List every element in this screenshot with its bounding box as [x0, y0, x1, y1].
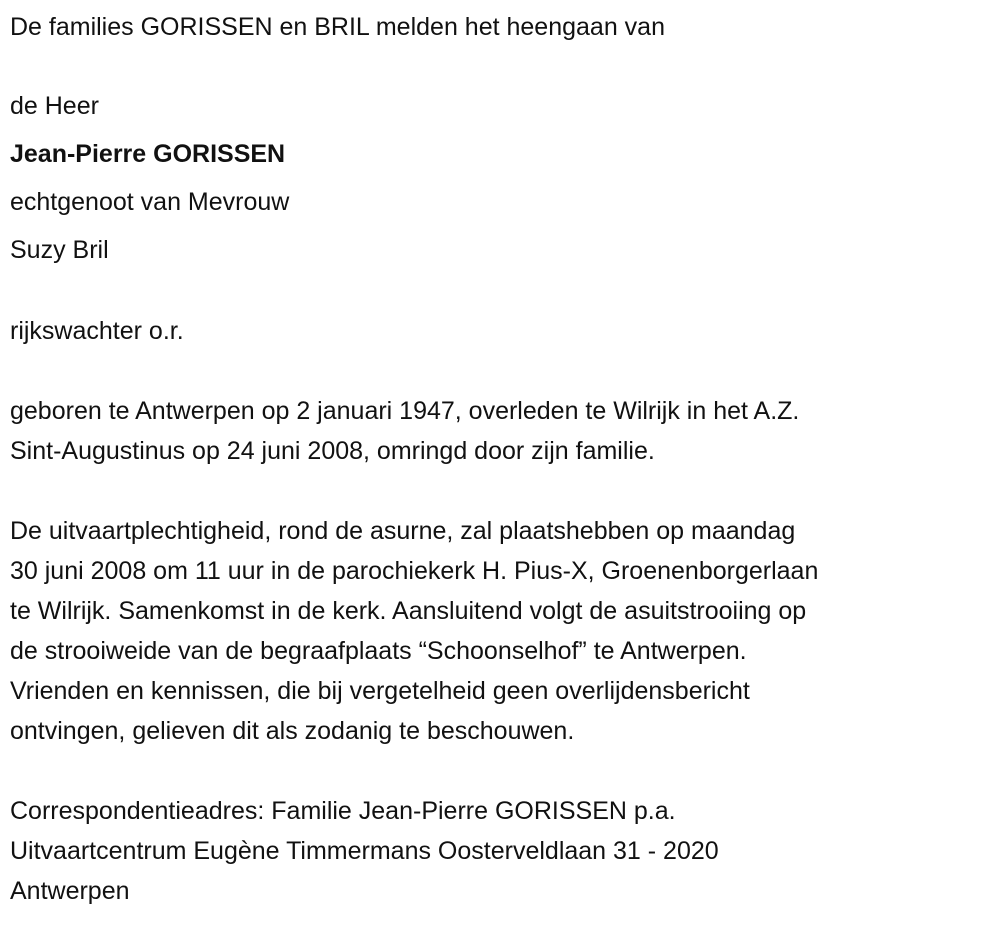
intro-text: De families GORISSEN en BRIL melden het heengaan van	[10, 13, 665, 41]
spouse-line: echtgenoot van Mevrouw	[10, 188, 290, 216]
birth-death-line: geboren te Antwerpen op 2 januari 1947, overleden te Wilrijk in het A.Z.	[10, 397, 800, 425]
correspondence-line: Uitvaartcentrum Eugène Timmermans Oosterveldlaan 31 - 2020	[10, 837, 719, 865]
ceremony-line: de strooiweide van de begraafplaats “Schoonselhof” te Antwerpen.	[10, 637, 747, 665]
correspondence-line: Antwerpen	[10, 877, 130, 905]
ceremony-line: ontvingen, gelieven dit als zodanig te beschouwen.	[10, 717, 575, 745]
deceased-name: Jean-Pierre GORISSEN	[10, 140, 286, 168]
title-text: de Heer	[10, 92, 99, 120]
occupation: rijkswachter o.r.	[10, 317, 184, 345]
spouse-name: Suzy Bril	[10, 236, 109, 264]
ceremony-line: 30 juni 2008 om 11 uur in de parochiekerk H. Pius-X, Groenenborgerlaan	[10, 557, 819, 585]
birth-death-line: Sint-Augustinus op 24 juni 2008, omringd door zijn familie.	[10, 437, 655, 465]
correspondence-line: Correspondentieadres: Familie Jean-Pierre GORISSEN p.a.	[10, 797, 676, 825]
ceremony-line: De uitvaartplechtigheid, rond de asurne, zal plaatshebben op maandag	[10, 517, 796, 545]
ceremony-line: te Wilrijk. Samenkomst in de kerk. Aansluitend volgt de asuitstrooiing op	[10, 597, 807, 625]
ceremony-line: Vrienden en kennissen, die bij vergetelheid geen overlijdensbericht	[10, 677, 750, 705]
